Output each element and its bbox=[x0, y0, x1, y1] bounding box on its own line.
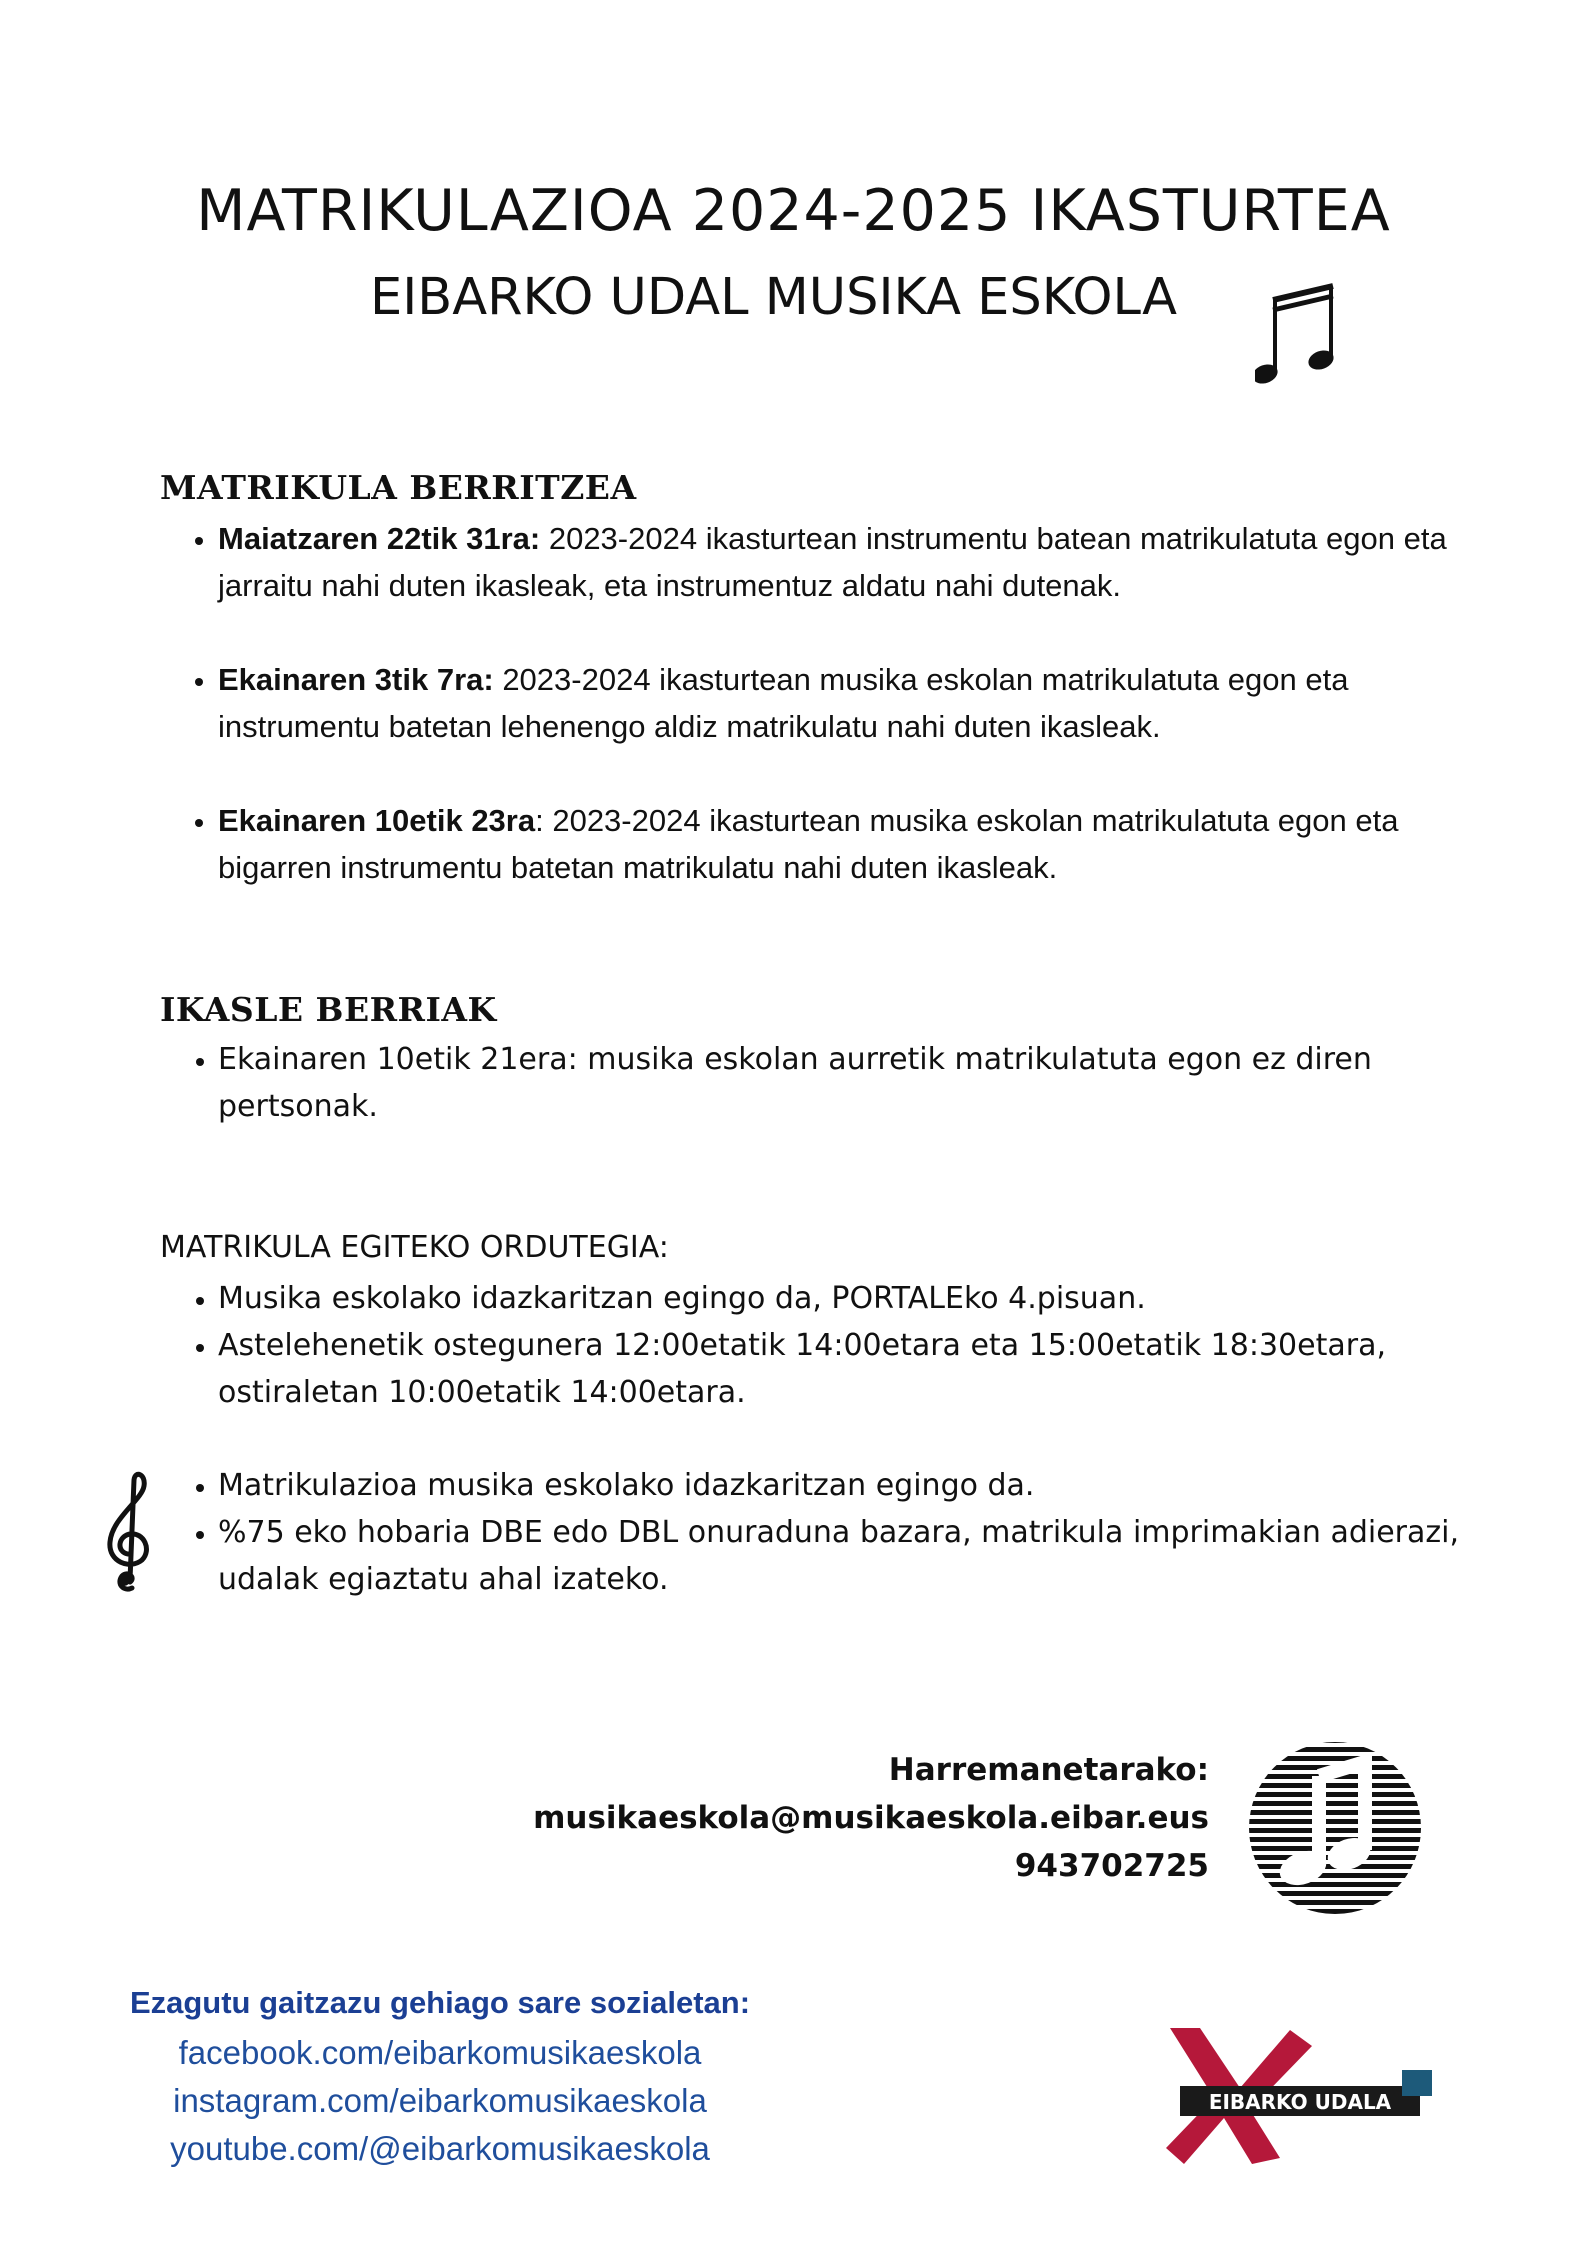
treble-clef-icon bbox=[100, 1470, 160, 1600]
contact-phone[interactable]: 943702725 bbox=[1014, 1848, 1209, 1884]
list-item: • Astelehenetik ostegunera 12:00etatik 14:00etara eta 15:00etatik 18:30etara, ostiraletan 10:00etatik 14:00etara. bbox=[218, 1322, 1518, 1416]
renewal-heading: MATRIKULA BERRITZEA bbox=[160, 468, 637, 507]
renewal-list bbox=[160, 515, 1518, 891]
instagram-link[interactable]: instagram.com/eibarkomusikaeskola bbox=[173, 2082, 707, 2119]
logo-text: EIBARKO UDALA bbox=[1208, 2090, 1392, 2114]
youtube-link[interactable]: youtube.com/@eibarkomusikaeskola bbox=[170, 2130, 710, 2167]
contact-email[interactable]: musikaeskola@musikaeskola.eibar.eus bbox=[533, 1800, 1209, 1836]
schedule-heading: MATRIKULA EGITEKO ORDUTEGIA: bbox=[160, 1230, 669, 1265]
eibarko-udala-logo bbox=[1140, 2018, 1460, 2168]
striped-note-circle-icon bbox=[1245, 1738, 1425, 1918]
notes-list bbox=[160, 1462, 1518, 1603]
list-item: • %75 eko hobaria DBE edo DBL onuraduna bazara, matrikula imprimakian adierazi, udalak egiaztatu ahal izateko. bbox=[218, 1509, 1518, 1603]
page-subtitle: EIBARKO UDAL MUSIKA ESKOLA bbox=[369, 268, 1178, 327]
list-item: • Ekainaren 10etik 21era: musika eskolan aurretik matrikulatuta egon ez diren pertsonak. bbox=[218, 1036, 1518, 1130]
list-item: • Matrikulazioa musika eskolako idazkaritzan egingo da. bbox=[218, 1462, 1518, 1509]
new-students-list bbox=[160, 1036, 1518, 1130]
social-heading: Ezagutu gaitzazu gehiago sare sozialetan: bbox=[129, 1985, 751, 2020]
contact-label: Harremanetarako: bbox=[888, 1752, 1209, 1788]
schedule-list bbox=[160, 1275, 1518, 1416]
list-item: • Ekainaren 10etik 23ra: 2023-2024 ikasturtean musika eskolan matrikulatuta egon eta bigarren instrumentu batetan matrikulatu nahi duten ikasleak. bbox=[218, 797, 1518, 891]
music-note-icon bbox=[1255, 280, 1345, 390]
page-title: MATRIKULAZIOA 2024-2025 IKASTURTEA bbox=[196, 178, 1391, 244]
new-students-heading: IKASLE BERRIAK bbox=[160, 990, 497, 1029]
list-item: • Ekainaren 3tik 7ra: 2023-2024 ikasturtean musika eskolan matrikulatuta egon eta instrumentu batetan lehenengo aldiz matrikulatu nahi duten ikasleak. bbox=[218, 656, 1518, 750]
facebook-link[interactable]: facebook.com/eibarkomusikaeskola bbox=[178, 2034, 702, 2071]
list-item: • Musika eskolako idazkaritzan egingo da, PORTALEko 4.pisuan. bbox=[218, 1275, 1518, 1322]
social-section bbox=[90, 1985, 790, 2173]
list-item: • Maiatzaren 22tik 31ra: 2023-2024 ikasturtean instrumentu batean matrikulatuta egon eta jarraitu nahi duten ikasleak, eta instrumentuz aldatu nahi dutenak. bbox=[218, 515, 1518, 609]
